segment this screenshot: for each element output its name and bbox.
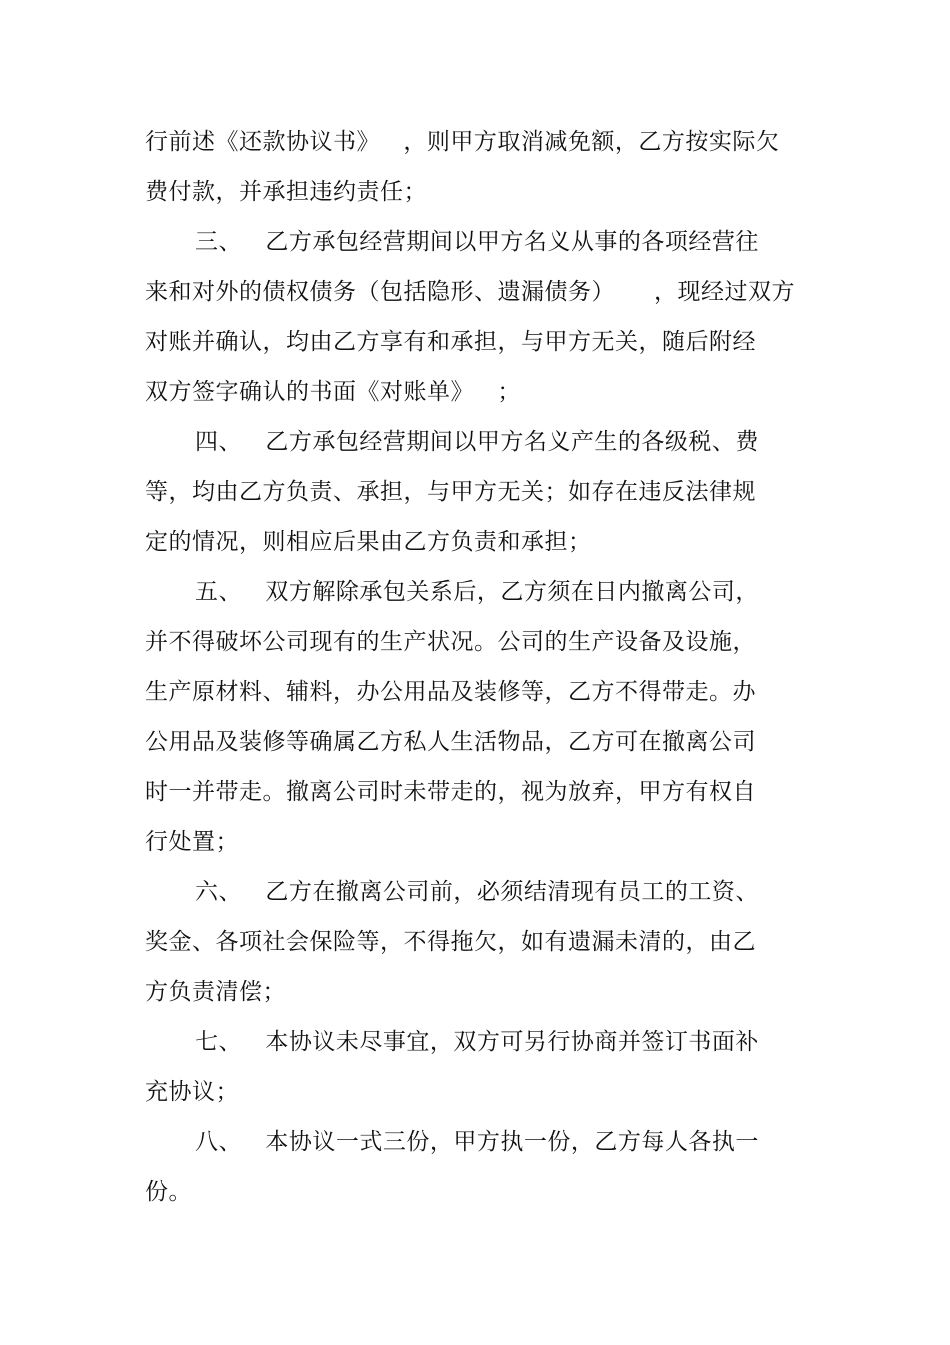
text-line: 奖金、各项社会保险等，不得拖欠，如有遗漏未清的，由乙 [145,929,756,955]
clause-7-line: 七、 本协议未尽事宜，双方可另行协商并签订书面补 [195,1029,759,1055]
text-line: 并不得破坏公司现有的生产状况。公司的生产设备及设施， [145,629,756,655]
text-line: 生产原材料、辅料，办公用品及装修等，乙方不得带走。办 [145,679,756,705]
text-line: 方负责清偿； [145,979,286,1005]
text-line: 对账并确认，均由乙方享有和承担，与甲方无关，随后附经 [145,329,756,355]
text-line: 份。 [145,1179,192,1205]
clause-3-line: 三、 乙方承包经营期间以甲方名义从事的各项经营往 [195,229,759,255]
text-line: 等，均由乙方负责、承担，与甲方无关；如存在违反法律规 [145,479,756,505]
text-line: 充协议； [145,1079,239,1105]
text-line: 定的情况，则相应后果由乙方负责和承担； [145,529,592,555]
text-line: 双方签字确认的书面《对账单》 ； [145,379,521,405]
text-line: 行前述《还款协议书》 ，则甲方取消减免额，乙方按实际欠 [145,129,780,155]
clause-6-line: 六、 乙方在撤离公司前，必须结清现有员工的工资、 [195,879,759,905]
clause-4-line: 四、 乙方承包经营期间以甲方名义产生的各级税、费 [195,429,759,455]
clause-5-line: 五、 双方解除承包关系后，乙方须在日内撤离公司， [195,579,759,605]
text-line: 公用品及装修等确属乙方私人生活物品，乙方可在撤离公司 [145,729,756,755]
clause-8-line: 八、 本协议一式三份，甲方执一份，乙方每人各执一 [195,1129,759,1155]
text-line: 来和对外的债权债务（包括隐形、遗漏债务） ，现经过双方 [145,279,796,305]
text-line: 费付款，并承担违约责任； [145,179,427,205]
text-line: 时一并带走。撤离公司时未带走的，视为放弃，甲方有权自 [145,779,756,805]
text-line: 行处置； [145,829,239,855]
